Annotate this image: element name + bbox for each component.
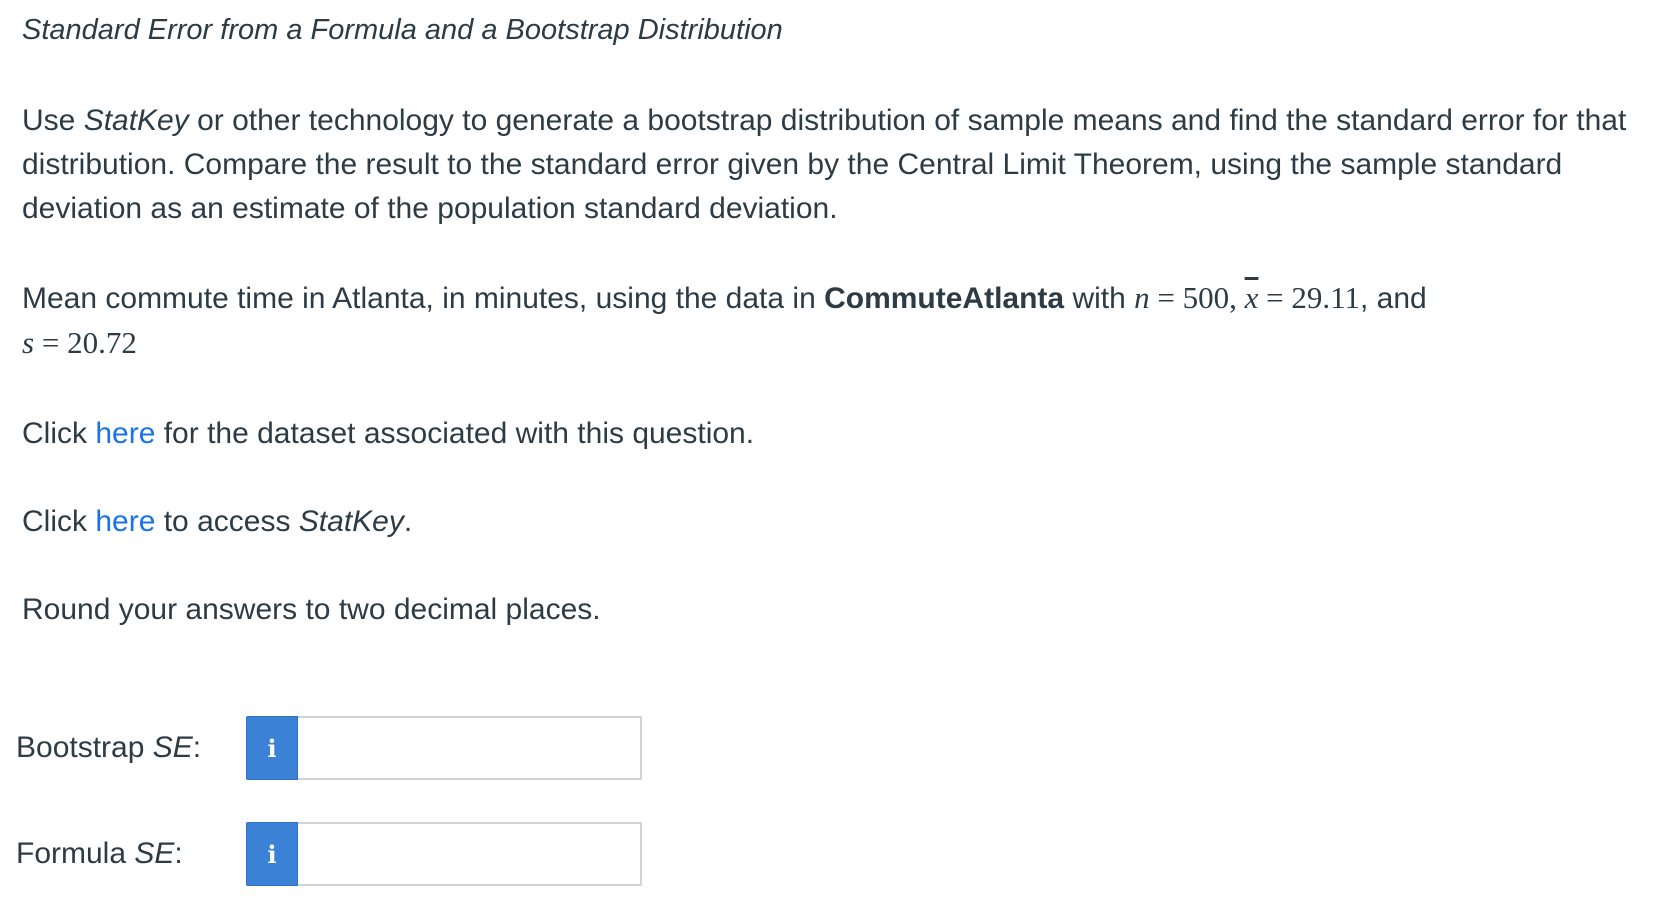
bootstrap-se-input[interactable] (298, 716, 642, 780)
problem-text-1: Mean commute time in Atlanta, in minutes, using the data in (22, 282, 825, 315)
equals-sign: = (34, 325, 68, 360)
bootstrap-se-label-var: SE (152, 731, 193, 764)
dataset-line-prefix: Click (22, 417, 96, 450)
bootstrap-se-row (16, 716, 642, 780)
bootstrap-se-label-suffix: : (192, 731, 202, 764)
std-dev-value: 20.72 (67, 325, 137, 360)
statkey-line-middle: to access (155, 505, 299, 538)
statkey-line-prefix: Click (22, 505, 96, 538)
sample-mean-value: 29.11 (1291, 280, 1360, 315)
x-bar-variable: $\overline{x}$ (1244, 280, 1259, 315)
statkey-term: StatKey (298, 505, 404, 538)
formula-se-label-prefix: Formula (16, 837, 135, 870)
statkey-link[interactable]: here (95, 505, 156, 538)
sample-size-value: 500 (1182, 280, 1230, 315)
s-variable: s (22, 325, 35, 360)
formula-se-label-suffix: : (174, 837, 183, 870)
dataset-link[interactable]: here (95, 417, 156, 450)
problem-text-2: with (1064, 282, 1135, 315)
info-icon[interactable]: i (246, 716, 298, 780)
statkey-line-end: . (403, 505, 413, 538)
dataset-line-suffix: for the dataset associated with this question. (155, 417, 755, 450)
formula-se-label (16, 837, 246, 871)
instructions-text-1: Use (22, 104, 84, 137)
formula-se-row (16, 822, 642, 886)
comma: , (1229, 280, 1245, 315)
bootstrap-se-label (16, 731, 246, 765)
formula-se-input[interactable] (298, 822, 642, 886)
question-title: Standard Error from a Formula and a Bootstrap Distribution (22, 14, 783, 46)
dataset-line (22, 412, 754, 456)
info-icon[interactable]: i (246, 822, 298, 886)
statkey-term: StatKey (83, 104, 189, 137)
std-dev-expression (22, 325, 137, 360)
problem-statement (22, 276, 1662, 366)
bootstrap-se-label-prefix: Bootstrap (16, 731, 153, 764)
formula-se-label-var: SE (134, 837, 175, 870)
equals-sign: = (1258, 280, 1292, 315)
statkey-line (22, 500, 412, 544)
rounding-instruction: Round your answers to two decimal places. (22, 593, 601, 626)
instructions-paragraph (22, 99, 1662, 231)
and-text: , and (1359, 282, 1427, 315)
sample-size-expression (1134, 280, 1360, 315)
n-variable: n (1134, 280, 1150, 315)
equals-sign: = (1149, 280, 1183, 315)
instructions-text-2: or other technology to generate a bootstrap distribution of sample means and find the standard error for that distribution. Compare the result to the standard error given by the Central Limit Theorem, using the sample standard deviation as an estimate of the population standard deviation. (22, 104, 1627, 225)
dataset-name: CommuteAtlanta (824, 282, 1065, 315)
